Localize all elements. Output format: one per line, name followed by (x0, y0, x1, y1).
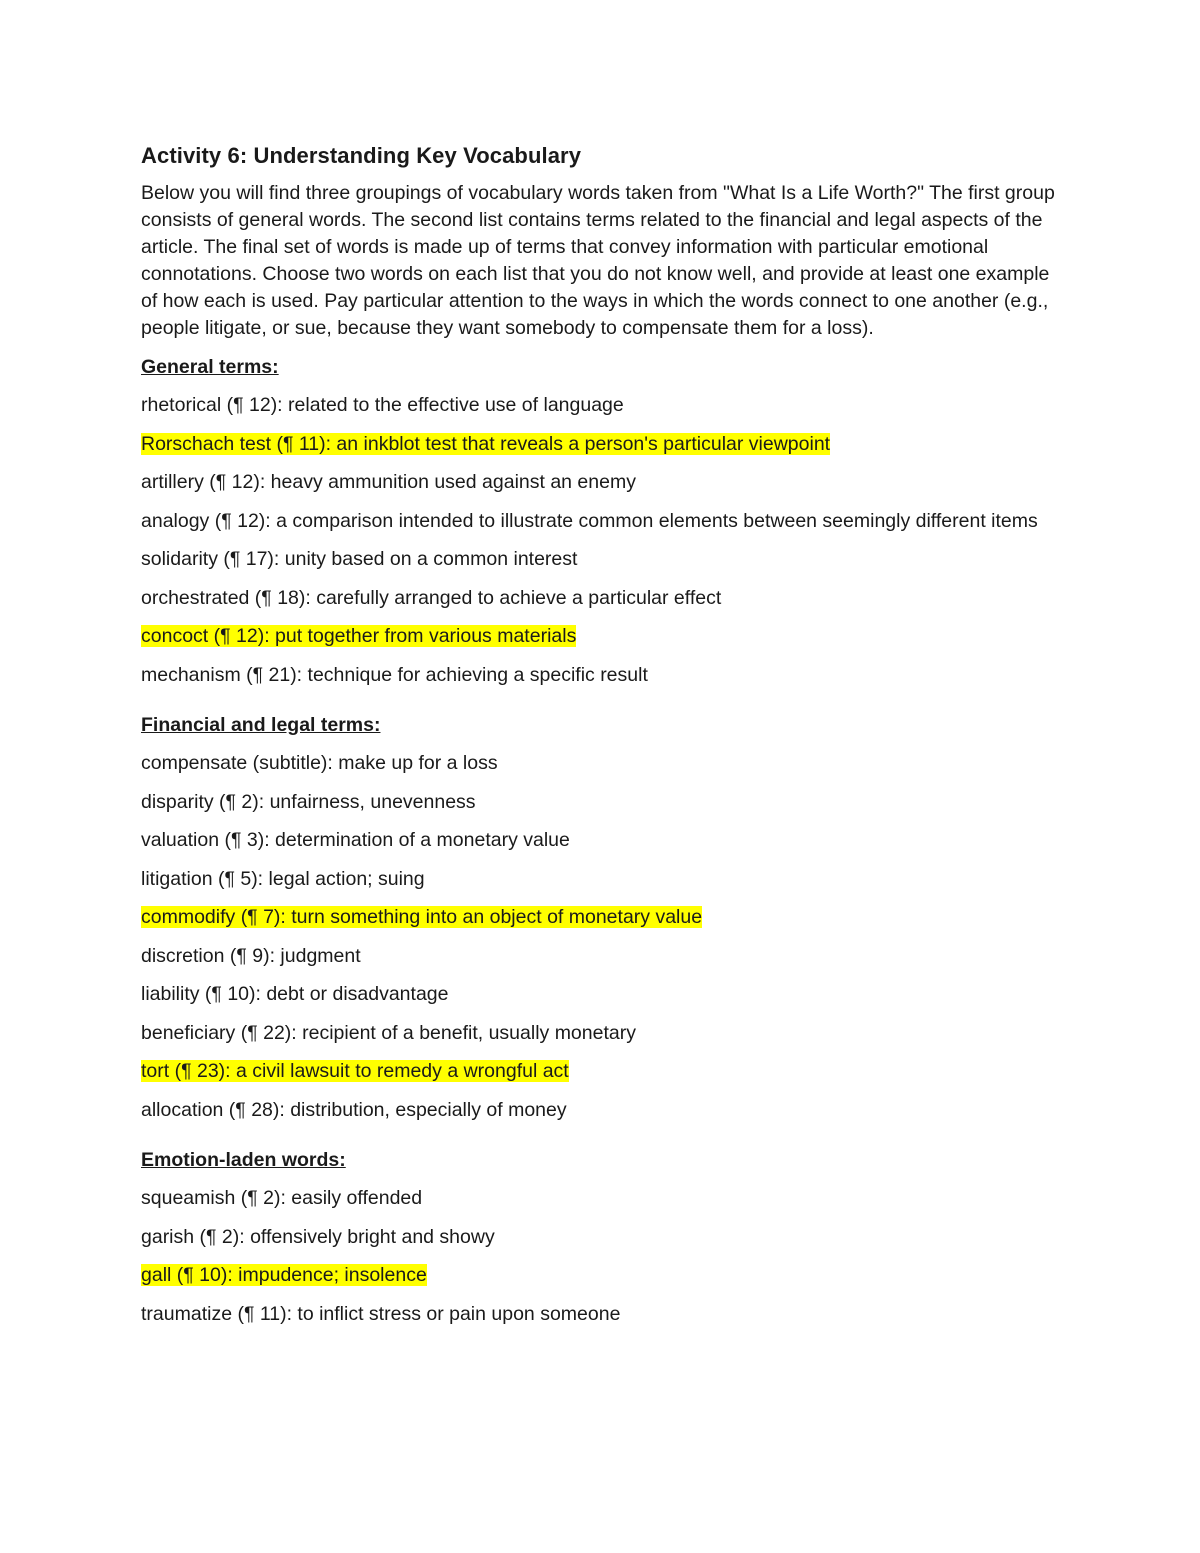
term-text-highlighted: Rorschach test (¶ 11): an inkblot test that reveals a person's particular viewpoint (141, 432, 831, 455)
section-general-terms (141, 354, 1061, 688)
term-text: disparity (¶ 2): unfairness, unevenness (141, 790, 476, 813)
document-page (141, 142, 1061, 1339)
term-item (141, 981, 1061, 1007)
section-spacer (141, 1135, 1061, 1147)
term-text-highlighted: gall (¶ 10): impudence; insolence (141, 1264, 427, 1286)
term-item (141, 904, 1061, 930)
term-text: valuation (¶ 3): determination of a monetary value (141, 829, 570, 851)
term-item (141, 546, 1061, 572)
term-item (141, 866, 1061, 892)
intro-paragraph: Below you will find three groupings of vocabulary words taken from "What Is a Life Worth?" The first group consists of general words. The second list contains terms related to the financial and legal aspects of the article. The final set of words is made up of terms that convey information with particular emotional connotations. Choose two words on each list that you do not know well, and provide at least one example of how each is used. Pay particular attention to the ways in which the words connect to one another (e.g., people litigate, or sue, because they want somebody to compensate them for a loss). (141, 182, 1055, 339)
term-text: litigation (¶ 5): legal action; suing (141, 867, 425, 890)
term-item (141, 585, 1061, 611)
term-text-highlighted: commodify (¶ 7): turn something into an object of monetary value (141, 906, 703, 928)
term-item (141, 1058, 1061, 1084)
term-item (141, 827, 1061, 853)
term-text: analogy (¶ 12): a comparison intended to illustrate common elements between seemingly different items (141, 509, 1038, 532)
term-item (141, 1020, 1061, 1046)
term-text: beneficiary (¶ 22): recipient of a benefit, usually monetary (141, 1021, 636, 1044)
term-item (141, 1185, 1061, 1211)
term-text: compensate (subtitle): make up for a loss (141, 752, 498, 774)
term-item (141, 1301, 1061, 1327)
term-item (141, 508, 1061, 534)
section-heading: Emotion-laden words: (141, 1149, 346, 1171)
term-text: traumatize (¶ 11): to inflict stress or pain upon someone (141, 1302, 621, 1325)
term-item (141, 662, 1061, 688)
term-item (141, 1224, 1061, 1250)
term-text: rhetorical (¶ 12): related to the effective use of language (141, 394, 624, 416)
term-item (141, 469, 1061, 495)
term-item (141, 431, 1061, 457)
term-text: squeamish (¶ 2): easily offended (141, 1187, 423, 1209)
term-text-highlighted: tort (¶ 23): a civil lawsuit to remedy a wrongful act (141, 1060, 569, 1082)
term-text-highlighted: concoct (¶ 12): put together from various materials (141, 625, 577, 647)
page-title: Activity 6: Understanding Key Vocabulary (141, 143, 582, 168)
term-text: discretion (¶ 9): judgment (141, 944, 361, 967)
term-item (141, 623, 1061, 649)
term-item (141, 392, 1061, 418)
term-item (141, 1262, 1061, 1288)
term-text: artillery (¶ 12): heavy ammunition used against an enemy (141, 471, 636, 493)
term-text: solidarity (¶ 17): unity based on a common interest (141, 548, 578, 570)
section-heading: General terms: (141, 356, 279, 378)
term-item (141, 943, 1061, 969)
section-financial-legal-terms (141, 712, 1061, 1123)
term-item (141, 750, 1061, 776)
term-text: allocation (¶ 28): distribution, especially of money (141, 1098, 567, 1121)
term-text: liability (¶ 10): debt or disadvantage (141, 983, 449, 1005)
term-item (141, 1097, 1061, 1123)
term-text: mechanism (¶ 21): technique for achieving a specific result (141, 663, 648, 686)
section-spacer (141, 700, 1061, 712)
section-emotion-laden-words (141, 1147, 1061, 1327)
term-text: orchestrated (¶ 18): carefully arranged to achieve a particular effect (141, 586, 722, 609)
section-heading: Financial and legal terms: (141, 714, 381, 736)
term-text: garish (¶ 2): offensively bright and showy (141, 1225, 495, 1248)
term-item (141, 789, 1061, 815)
